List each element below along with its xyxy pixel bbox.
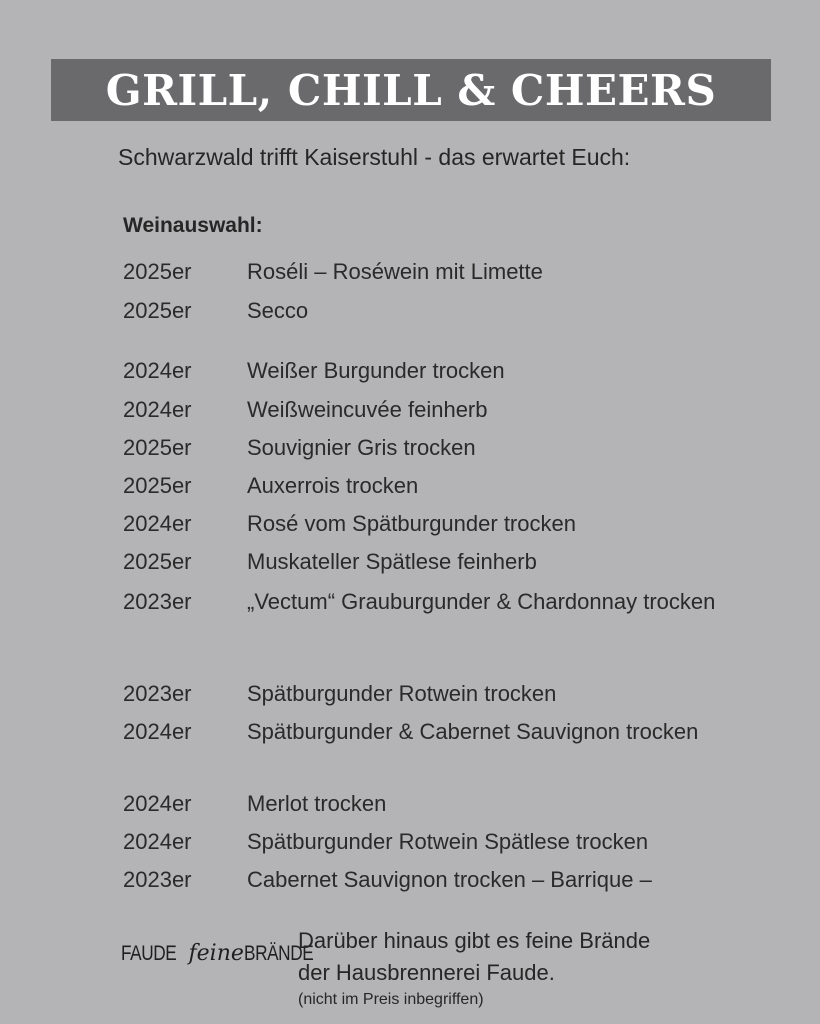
wine-year: 2025er [123, 259, 192, 284]
wine-year: 2024er [123, 358, 192, 383]
wine-year: 2024er [123, 397, 192, 422]
wine-year: 2023er [123, 681, 192, 706]
wine-name: Weißer Burgunder trocken [247, 358, 505, 383]
wine-list-heading: Weinauswahl: [123, 214, 263, 237]
wine-name: Spätburgunder & Cabernet Sauvignon trocken [247, 719, 699, 744]
wine-year: 2023er [123, 589, 192, 614]
logo-word-feine: feine [188, 941, 244, 966]
page-title: GRILL, CHILL & CHEERS [105, 65, 717, 115]
wine-year: 2024er [123, 829, 192, 854]
wine-year: 2023er [123, 867, 192, 892]
wine-name: Spätburgunder Rotwein Spätlese trocken [247, 829, 649, 854]
wine-name: Muskateller Spätlese feinherb [247, 549, 537, 574]
wine-year: 2024er [123, 719, 192, 744]
title-banner [51, 59, 771, 121]
footer-line-1: Darüber hinaus gibt es feine Brände [298, 928, 651, 953]
wine-name: Merlot trocken [247, 791, 387, 816]
wine-name: Cabernet Sauvignon trocken – Barrique – [247, 867, 652, 892]
wine-name: Rosé vom Spätburgunder trocken [247, 511, 576, 536]
wine-year: 2024er [123, 791, 192, 816]
wine-name: „Vectum“ Grauburgunder & Chardonnay trocken [247, 589, 716, 614]
footer-note: (nicht im Preis inbegriffen) [298, 991, 484, 1008]
logo-word-faude: FAUDE [121, 942, 177, 965]
wine-year: 2024er [123, 511, 192, 536]
logo-word-braende: BRÄNDE [243, 942, 314, 965]
wine-name: Souvignier Gris trocken [247, 435, 476, 460]
wine-year: 2025er [123, 549, 192, 574]
footer-line-2: der Hausbrennerei Faude. [298, 960, 555, 985]
wine-year: 2025er [123, 473, 192, 498]
page-subtitle: Schwarzwald trifft Kaiserstuhl - das erwartet Euch: [118, 144, 631, 170]
wine-name: Roséli – Roséwein mit Limette [247, 259, 543, 284]
wine-name: Weißweincuvée feinherb [247, 397, 488, 422]
wine-name: Auxerrois trocken [247, 473, 419, 498]
wine-name: Secco [247, 298, 309, 323]
wine-year: 2025er [123, 435, 192, 460]
wine-name: Spätburgunder Rotwein trocken [247, 681, 557, 706]
wine-year: 2025er [123, 298, 192, 323]
footer-text [298, 925, 738, 1011]
